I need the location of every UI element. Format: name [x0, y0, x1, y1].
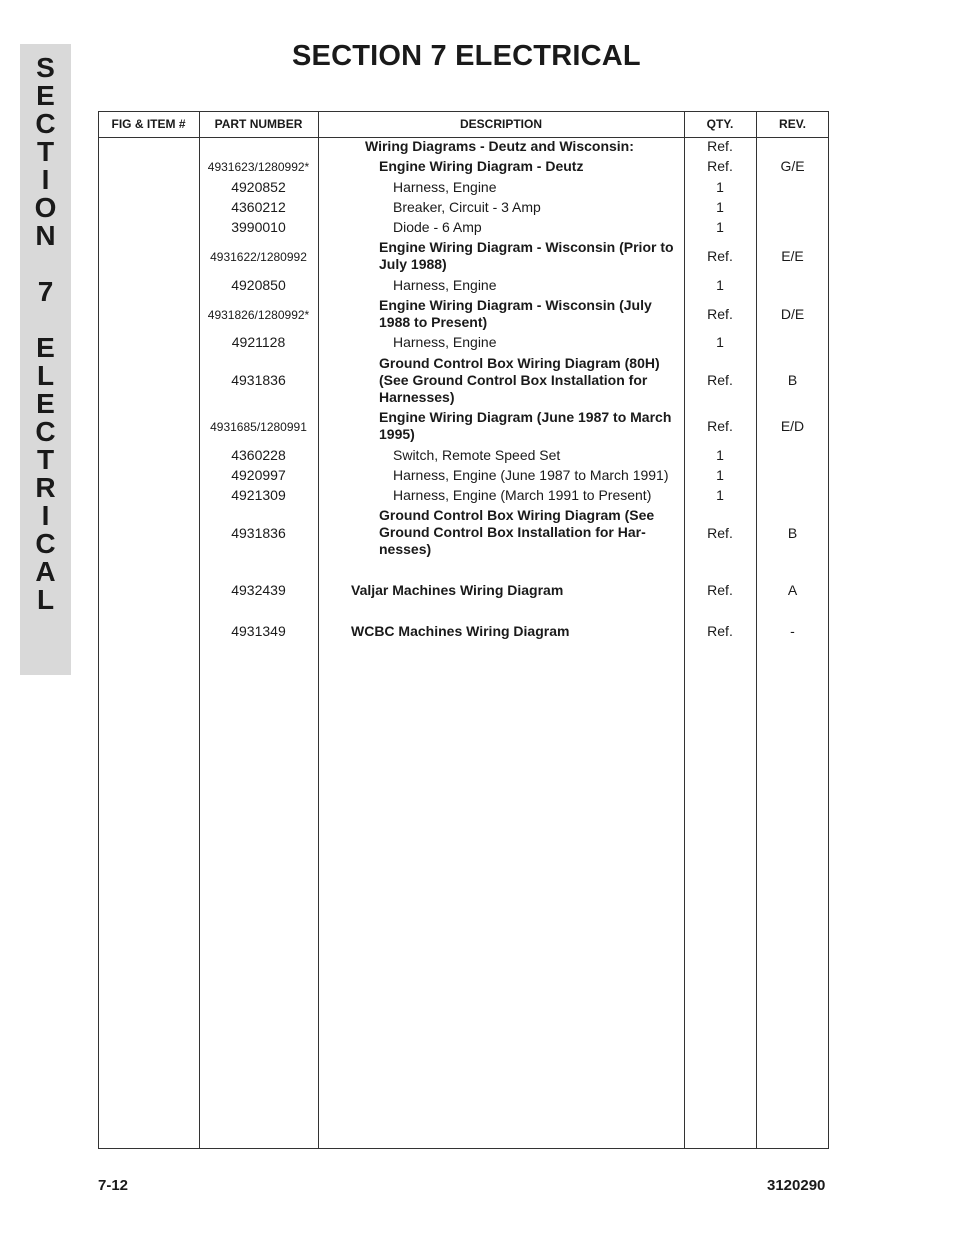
row-description: Engine Wiring Diagram - Wisconsin (Prior to July 1988): [379, 239, 674, 272]
side-letter: C: [35, 528, 56, 559]
page-number: 7-12: [98, 1177, 129, 1194]
row-qty: Ref.: [707, 525, 733, 541]
side-letter: S: [36, 52, 55, 83]
row-rev: A: [787, 582, 798, 598]
row-qty: Ref.: [707, 623, 733, 639]
row-part-number: 4931623/1280992*: [207, 160, 310, 174]
row-part-number: 4931836: [231, 525, 286, 541]
row-description: Switch, Remote Speed Set: [393, 447, 561, 463]
column-divider: [318, 111, 319, 1149]
row-qty: 1: [716, 334, 724, 350]
row-rev: B: [787, 372, 798, 388]
row-qty: 1: [716, 179, 724, 195]
side-letter: L: [36, 584, 55, 615]
side-letter: L: [36, 360, 55, 391]
side-letter: E: [36, 80, 55, 111]
side-letter: N: [35, 220, 56, 251]
row-part-number: 4931622/1280992: [210, 250, 307, 264]
row-part-number: 4360212: [231, 199, 286, 215]
row-description: Engine Wiring Diagram - Wisconsin (July 1988 to Present): [379, 297, 652, 330]
row-rev: -: [790, 623, 795, 639]
row-description: Harness, Engine: [393, 334, 497, 350]
row-description: Ground Control Box Wiring Diagram (80H) (See Ground Control Box Installation for Harnesses): [379, 355, 660, 405]
page-title: SECTION 7 ELECTRICAL: [292, 40, 641, 72]
row-part-number: 4931685/1280991: [210, 420, 307, 434]
row-qty: 1: [716, 467, 724, 483]
row-qty: 1: [716, 487, 724, 503]
row-description: Harness, Engine: [393, 277, 497, 293]
side-letter: T: [36, 444, 55, 475]
row-description: Diode - 6 Amp: [393, 219, 482, 235]
row-qty: Ref.: [707, 138, 733, 154]
section-side-tab: [20, 44, 71, 675]
row-qty: Ref.: [707, 306, 733, 322]
row-description: Breaker, Circuit - 3 Amp: [393, 199, 541, 215]
row-part-number: 3990010: [231, 219, 286, 235]
row-description: Valjar Machines Wiring Diagram: [351, 582, 564, 598]
row-description: Engine Wiring Diagram (June 1987 to March 1995): [379, 409, 672, 442]
row-qty: 1: [716, 277, 724, 293]
side-letter: T: [36, 136, 55, 167]
row-description: Harness, Engine (June 1987 to March 1991): [393, 467, 669, 483]
row-qty: Ref.: [707, 248, 733, 264]
side-letter: A: [35, 556, 56, 587]
side-letter: I: [41, 164, 50, 195]
row-part-number: 4920850: [231, 277, 286, 293]
row-rev: E/E: [781, 248, 804, 264]
row-description: Wiring Diagrams - Deutz and Wisconsin:: [365, 138, 634, 154]
row-qty: 1: [716, 199, 724, 215]
header-qty: QTY.: [706, 117, 734, 131]
row-part-number: 4932439: [231, 582, 286, 598]
row-part-number: 4931349: [231, 623, 286, 639]
row-description: Harness, Engine: [393, 179, 497, 195]
row-part-number: 4920852: [231, 179, 286, 195]
row-part-number: 4360228: [231, 447, 286, 463]
row-qty: Ref.: [707, 372, 733, 388]
row-qty: 1: [716, 447, 724, 463]
side-letter: C: [35, 416, 56, 447]
row-qty: Ref.: [707, 582, 733, 598]
side-letter: C: [35, 108, 56, 139]
row-part-number: 4931826/1280992*: [207, 308, 310, 322]
header-description: DESCRIPTION: [459, 117, 542, 131]
row-qty: Ref.: [707, 418, 733, 434]
row-rev: E/D: [780, 418, 805, 434]
side-letter: O: [34, 192, 57, 223]
row-rev: B: [787, 525, 798, 541]
document-number: 3120290: [767, 1177, 826, 1194]
side-letter: E: [36, 332, 55, 363]
side-letter: R: [35, 472, 56, 503]
row-qty: 1: [716, 219, 724, 235]
row-qty: Ref.: [707, 158, 733, 174]
row-description: Engine Wiring Diagram - Deutz: [379, 158, 584, 174]
side-letter: E: [36, 388, 55, 419]
row-part-number: 4921309: [231, 487, 286, 503]
row-rev: D/E: [780, 306, 805, 322]
header-fig-item: FIG & ITEM #: [111, 117, 186, 131]
row-description: WCBC Machines Wiring Diagram: [351, 623, 570, 639]
row-part-number: 4931836: [231, 372, 286, 388]
header-part-number: PART NUMBER: [214, 117, 303, 131]
row-description: Harness, Engine (March 1991 to Present): [393, 487, 652, 503]
side-letter: I: [41, 500, 50, 531]
row-part-number: 4921128: [231, 334, 286, 350]
header-rev: REV.: [779, 117, 806, 131]
side-letter: 7: [37, 276, 54, 307]
row-part-number: 4920997: [231, 467, 286, 483]
row-description: Ground Control Box Wiring Diagram (See Ground Control Box Installation for Har-nesses): [379, 507, 655, 557]
row-rev: G/E: [780, 158, 805, 174]
